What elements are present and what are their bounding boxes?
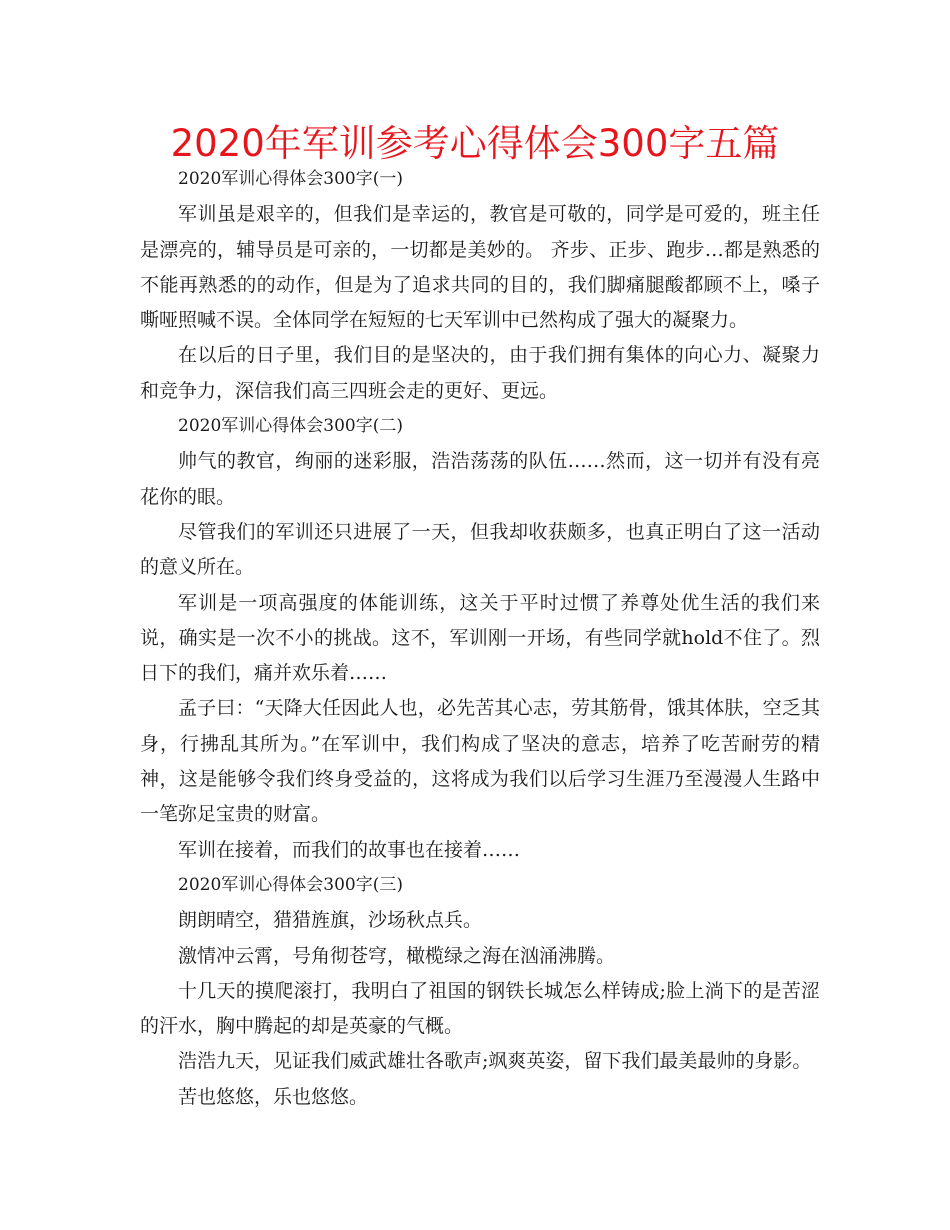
paragraph: 浩浩九天，见证我们威武雄壮各歌声;飒爽英姿，留下我们最美最帅的身影。 xyxy=(178,1050,812,1073)
paragraph: 十几天的摸爬滚打，我明白了祖国的钢铁长城怎么样铸成;脸上淌下的是苦涩的汗水，胸中腾起的却是英豪的气概。 xyxy=(140,979,820,1038)
section-heading-2: 2020军训心得体会300字(二) xyxy=(178,416,403,437)
paragraph: 军训是一项高强度的体能训练，这关于平时过惯了养尊处优生活的我们来说，确实是一次不小的挑战。这不，军训刚一开场，有些同学就hold不住了。烈日下的我们，痛并欢乐着…… xyxy=(140,591,820,685)
document-title: 2020年军训参考心得体会300字五篇 xyxy=(170,122,780,165)
paragraph: 朗朗晴空，猎猎旌旗，沙场秋点兵。 xyxy=(178,909,483,932)
paragraph: 激情冲云霄，号角彻苍穹，橄榄绿之海在汹涌沸腾。 xyxy=(178,944,616,967)
paragraph: 军训在接着，而我们的故事也在接着…… xyxy=(178,838,521,861)
paragraph: 孟子曰：“天降大任因此人也，必先苦其心志，劳其筋骨，饿其体肤，空乏其身，行拂乱其所为。”在军训中，我们构成了坚决的意志，培养了吃苦耐劳的精神，这是能够令我们终身受益的，这将成为我们以后学习生涯乃至漫漫人生路中一笔弥足宝贵的财富。 xyxy=(140,697,820,826)
paragraph: 在以后的日子里，我们目的是坚决的，由于我们拥有集体的向心力、凝聚力和竞争力，深信我们高三四班会走的更好、更远。 xyxy=(140,344,820,402)
paragraph: 帅气的教官，绚丽的迷彩服，浩浩荡荡的队伍……然而，这一切并有没有亮花你的眼。 xyxy=(140,450,820,508)
paragraph: 尽管我们的军训还只进展了一天，但我却收获颇多，也真正明白了这一活动的意义所在。 xyxy=(140,520,820,579)
document-body xyxy=(140,162,820,1115)
paragraph: 军训虽是艰辛的，但我们是幸运的，教官是可敬的，同学是可爱的，班主任是漂亮的，辅导员是可亲的，一切都是美妙的。 齐步、正步、跑步…都是熟悉的不能再熟悉的的动作，但是为了追求共同的目的，我们脚痛腿酸都顾不上，嗓子嘶哑照喊不误。全体同学在短短的七天军训中已然构成了强大的凝聚力。 xyxy=(140,203,820,332)
section-heading-1: 2020军训心得体会300字(一) xyxy=(178,169,403,189)
section-heading-3: 2020军训心得体会300字(三) xyxy=(178,874,403,895)
paragraph: 苦也悠悠，乐也悠悠。 xyxy=(178,1085,369,1108)
